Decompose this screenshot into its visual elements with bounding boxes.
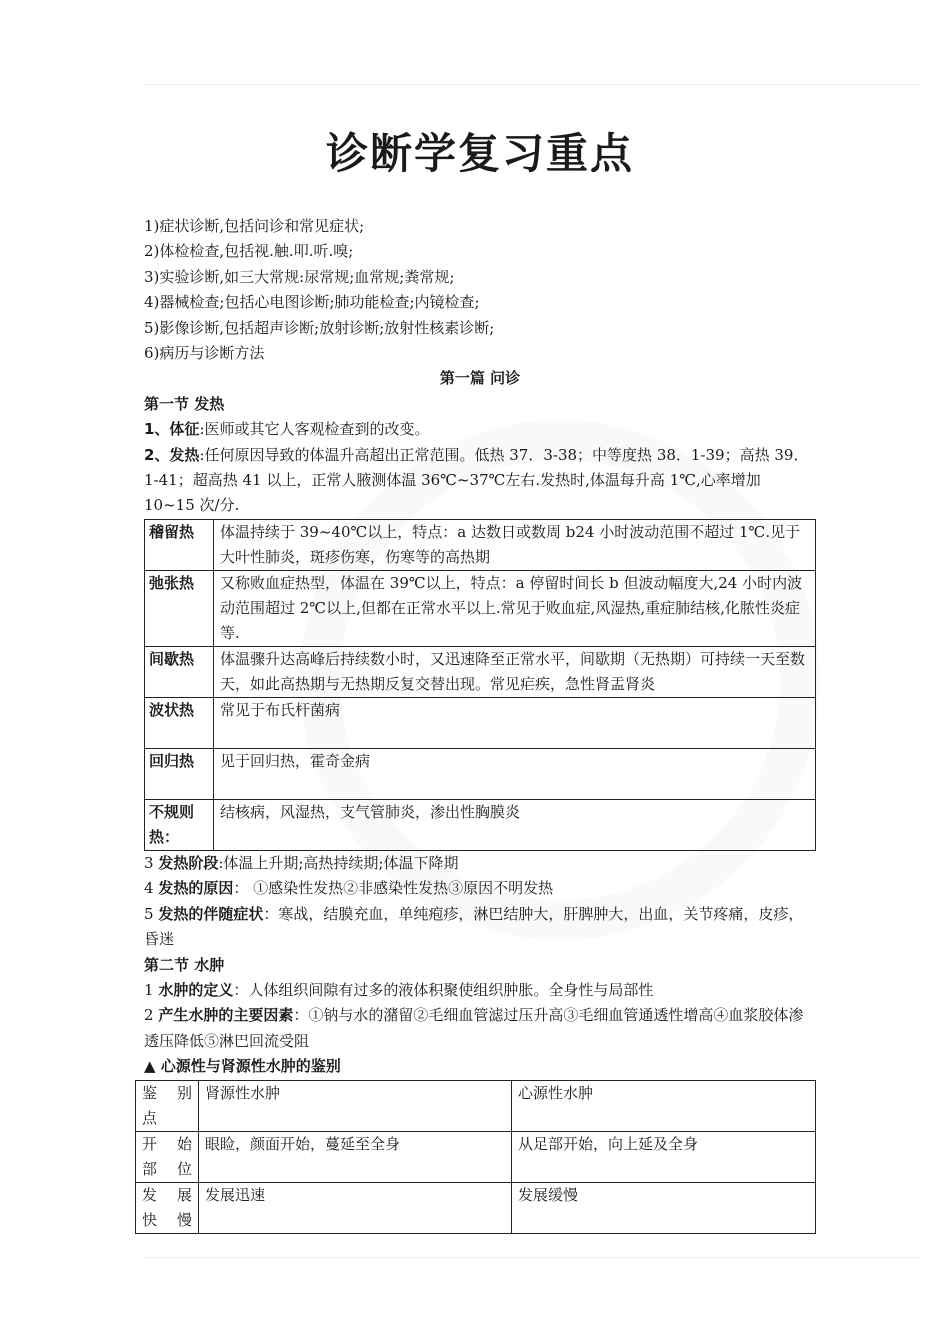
table-row [145, 570, 816, 646]
table-cell: 开 始 部位 [136, 1131, 199, 1182]
term-text: ：人体组织间隙有过多的液体积聚使组织肿胀。全身性与局部性 [233, 980, 654, 999]
table-row [136, 1182, 816, 1233]
intro-line: 4)器械检查;包括心电图诊断;肺功能检查;内镜检查; [144, 293, 480, 312]
document-body [144, 214, 816, 1234]
term-text: ：寒战，结膜充血，单纯疱疹，淋巴结肿大，肝脾肿大，出血，关节疼痛，皮疹，昏迷 [144, 904, 804, 949]
term-label: 2、发热 [144, 445, 200, 464]
intro-line: 2)体检检查,包括视.触.叩.听.嗅; [144, 242, 354, 261]
intro-line: 5)影像诊断,包括超声诊断;放射诊断;放射性核素诊断; [144, 318, 495, 337]
term-label: 产生水肿的主要因素 [158, 1006, 294, 1025]
table-row [145, 799, 816, 850]
term-text: ：①钠与水的潴留②毛细血管滤过压升高③毛细血管通透性增高④血浆胶体渗透压降低⑤淋巴回流受阻 [144, 1006, 804, 1050]
term-label: 发热的原因 [158, 879, 234, 898]
edema-comparison-table [135, 1080, 816, 1234]
fever-type-name: 弛张热 [145, 570, 214, 646]
table-cell: 心源性水肿 [512, 1080, 816, 1131]
term-label: 1、体征 [144, 420, 200, 439]
item-number: 1 [144, 980, 159, 999]
paragraph [144, 417, 816, 442]
fever-type-name: 不规则热： [145, 799, 214, 850]
item-number: 3 [144, 853, 159, 872]
table-cell: 发展迅速 [199, 1182, 512, 1233]
intro-line: 1)症状诊断,包括问诊和常见症状; [144, 217, 365, 235]
fever-type-desc: 体温持续于 39~40℃以上，特点：a 达数日或数周 b24 小时波动范围不超过 1℃.见于大叶性肺炎，斑疹伤寒，伤寒等的高热期 [214, 519, 816, 570]
term-text: ： ①感染性发热②非感染性发热③原因不明发热 [233, 879, 554, 898]
paragraph [144, 1003, 816, 1054]
table-cell: 发 展 快慢 [136, 1182, 199, 1233]
fever-type-desc: 见于回归热，霍奇金病 [214, 748, 816, 799]
section-title: 第二节 水肿 [144, 955, 225, 974]
table-cell: 发展缓慢 [512, 1182, 816, 1233]
page-title: 诊断学复习重点 [325, 129, 634, 178]
table-row [145, 646, 816, 697]
fever-type-desc: 常见于布氏杆菌病 [214, 697, 816, 748]
term-text: :医师或其它人客观检查到的改变。 [199, 420, 430, 439]
table-row [145, 697, 816, 748]
table-row [136, 1131, 816, 1182]
top-rule [144, 84, 919, 85]
paragraph [144, 902, 816, 953]
fever-type-name: 波状热 [145, 697, 214, 748]
item-number: 5 [144, 904, 159, 923]
table-row [145, 519, 816, 570]
fever-type-desc: 又称败血症热型，体温在 39℃以上，特点：a 停留时间长 b 但波动幅度大,24 小时内波动范围超过 2℃以上,但都在正常水平以上.常见于败血症,风湿热,重症肺结核,化脓性炎症等. [214, 570, 816, 646]
intro-line: 6)病历与诊断方法 [144, 344, 265, 363]
paragraph [144, 443, 816, 519]
term-text: :任何原因导致的体温升高超出正常范围。低热 37．3-38；中等度热 38．1-39；高热 39．1-41；超高热 41 以上，正常人腋测体温 36℃~37℃左右.发热时,体温每升高 1℃,心率增加 10~15 次/分. [144, 445, 809, 515]
table-row [136, 1080, 816, 1131]
fever-type-desc: 体温骤升达高峰后持续数小时，又迅速降至正常水平，间歇期（无热期）可持续一天至数天，如此高热期与无热期反复交替出现。常见疟疾，急性肾盂肾炎 [214, 646, 816, 697]
fever-type-table [144, 519, 816, 851]
table-cell: 眼睑，颜面开始，蔓延至全身 [199, 1131, 512, 1182]
intro-line: 3)实验诊断,如三大常规:尿常规;血常规;粪常规; [144, 267, 455, 286]
section-title: 第一节 发热 [144, 394, 225, 413]
table-row [145, 748, 816, 799]
table-caption: ▲ 心源性与肾源性水肿的鉴别 [144, 1057, 341, 1076]
term-label: 发热的伴随症状 [158, 904, 264, 923]
table-cell: 鉴 别 点 [136, 1080, 199, 1131]
term-label: 水肿的定义 [158, 980, 234, 999]
table-cell: 肾源性水肿 [199, 1080, 512, 1131]
item-number: 2 [144, 1006, 159, 1025]
item-number: 4 [144, 879, 159, 898]
table-cell: 从足部开始，向上延及全身 [512, 1131, 816, 1182]
term-text: :体温上升期;高热持续期;体温下降期 [218, 853, 459, 872]
paragraph [144, 876, 816, 901]
fever-type-name: 回归热 [145, 748, 214, 799]
fever-type-desc: 结核病，风湿热，支气管肺炎，渗出性胸膜炎 [214, 799, 816, 850]
term-label: 发热阶段 [158, 853, 219, 872]
paragraph [144, 851, 816, 876]
fever-type-name: 间歇热 [145, 646, 214, 697]
bottom-rule [144, 1257, 919, 1258]
fever-type-name: 稽留热 [145, 519, 214, 570]
part-title: 第一篇 问诊 [439, 369, 521, 388]
paragraph [144, 978, 816, 1003]
